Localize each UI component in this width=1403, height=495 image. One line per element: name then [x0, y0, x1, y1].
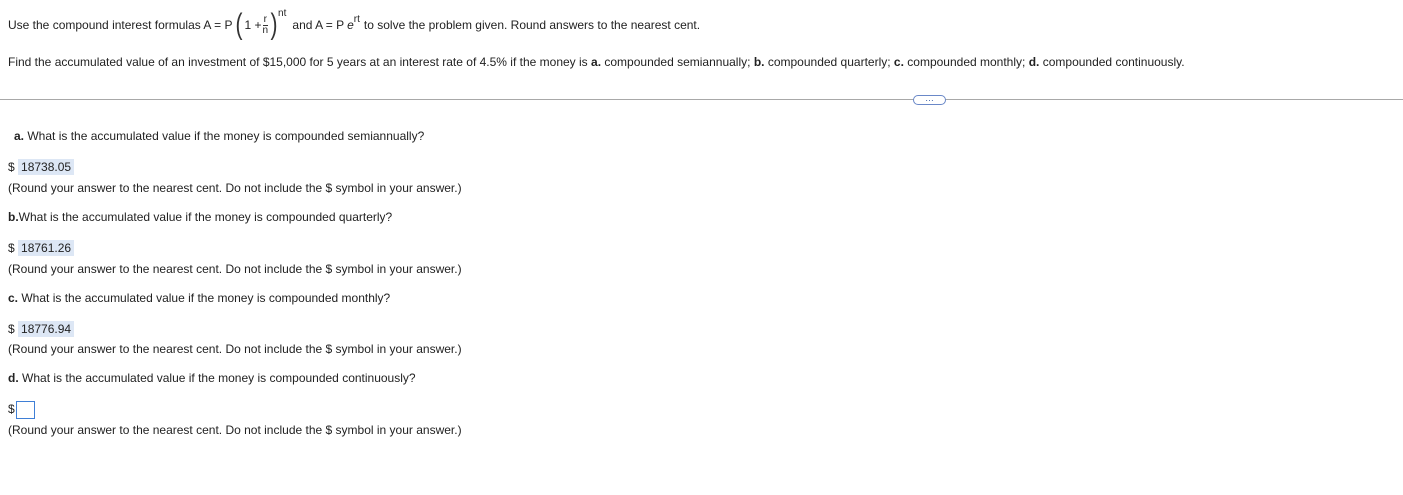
problem-d-label: d. — [1028, 55, 1040, 69]
problem-statement — [8, 55, 1185, 69]
instructions-middle: and A = P — [292, 18, 345, 32]
fraction-numerator: r — [263, 13, 267, 25]
more-options-button[interactable]: … — [913, 95, 946, 105]
answer-d-row — [8, 401, 35, 419]
question-c — [8, 291, 390, 305]
answer-d-input[interactable] — [16, 401, 35, 419]
formula-exponent: nt — [278, 7, 287, 19]
question-b — [8, 210, 392, 224]
rate-fraction — [262, 15, 268, 36]
instructions-prefix: Use the compound interest formulas A = P — [8, 18, 233, 32]
answer-c-field[interactable]: 18776.94 — [18, 321, 74, 337]
question-a — [14, 129, 424, 143]
question-d — [8, 371, 416, 385]
currency-symbol: $ — [8, 322, 15, 336]
section-divider — [0, 99, 1403, 100]
instructions-suffix: to solve the problem given. Round answers to the nearest cent. — [363, 18, 701, 32]
answer-b-row — [8, 241, 74, 255]
answer-a-row — [8, 160, 74, 174]
compound-formula — [234, 7, 287, 41]
question-d-text: What is the accumulated value if the money is compounded continuously? — [22, 371, 416, 385]
currency-symbol: $ — [8, 241, 15, 255]
question-c-text: What is the accumulated value if the money is compounded monthly? — [21, 291, 391, 305]
fraction-denominator: n — [262, 24, 269, 36]
right-paren: ) — [270, 8, 278, 41]
problem-a-label: a. — [591, 55, 602, 69]
problem-c-text: compounded monthly; — [907, 55, 1026, 69]
problem-b-label: b. — [753, 55, 765, 69]
problem-a-text: compounded semiannually; — [604, 55, 751, 69]
answer-b-field[interactable]: 18761.26 — [18, 240, 74, 256]
continuous-exponent: rt — [353, 13, 360, 25]
currency-symbol: $ — [8, 402, 15, 417]
left-paren: ( — [235, 8, 243, 41]
round-note-d: (Round your answer to the nearest cent. Do not include the $ symbol in your answer.) — [8, 423, 462, 437]
e-symbol: e — [347, 18, 354, 32]
formula-one-plus: 1 + — [244, 18, 262, 32]
problem-c-label: c. — [893, 55, 904, 69]
answer-c-row — [8, 322, 74, 336]
round-note-a: (Round your answer to the nearest cent. Do not include the $ symbol in your answer.) — [8, 181, 462, 195]
problem-b-text: compounded quarterly; — [767, 55, 891, 69]
question-c-label: c. — [8, 291, 19, 305]
answer-a-field[interactable]: 18738.05 — [18, 159, 74, 175]
question-a-label: a. — [14, 129, 25, 143]
instructions-line — [8, 7, 701, 41]
question-d-label: d. — [8, 371, 19, 385]
round-note-b: (Round your answer to the nearest cent. Do not include the $ symbol in your answer.) — [8, 262, 462, 276]
round-note-c: (Round your answer to the nearest cent. Do not include the $ symbol in your answer.) — [8, 342, 462, 356]
question-b-label: b. — [8, 210, 19, 224]
question-a-text: What is the accumulated value if the money is compounded semiannually? — [27, 129, 425, 143]
problem-text: Find the accumulated value of an investment of $15,000 for 5 years at an interest rate of 4.5% if the money is — [8, 55, 588, 69]
currency-symbol: $ — [8, 160, 15, 174]
question-b-text: What is the accumulated value if the money is compounded quarterly? — [18, 210, 393, 224]
problem-d-text: compounded continuously. — [1042, 55, 1185, 69]
